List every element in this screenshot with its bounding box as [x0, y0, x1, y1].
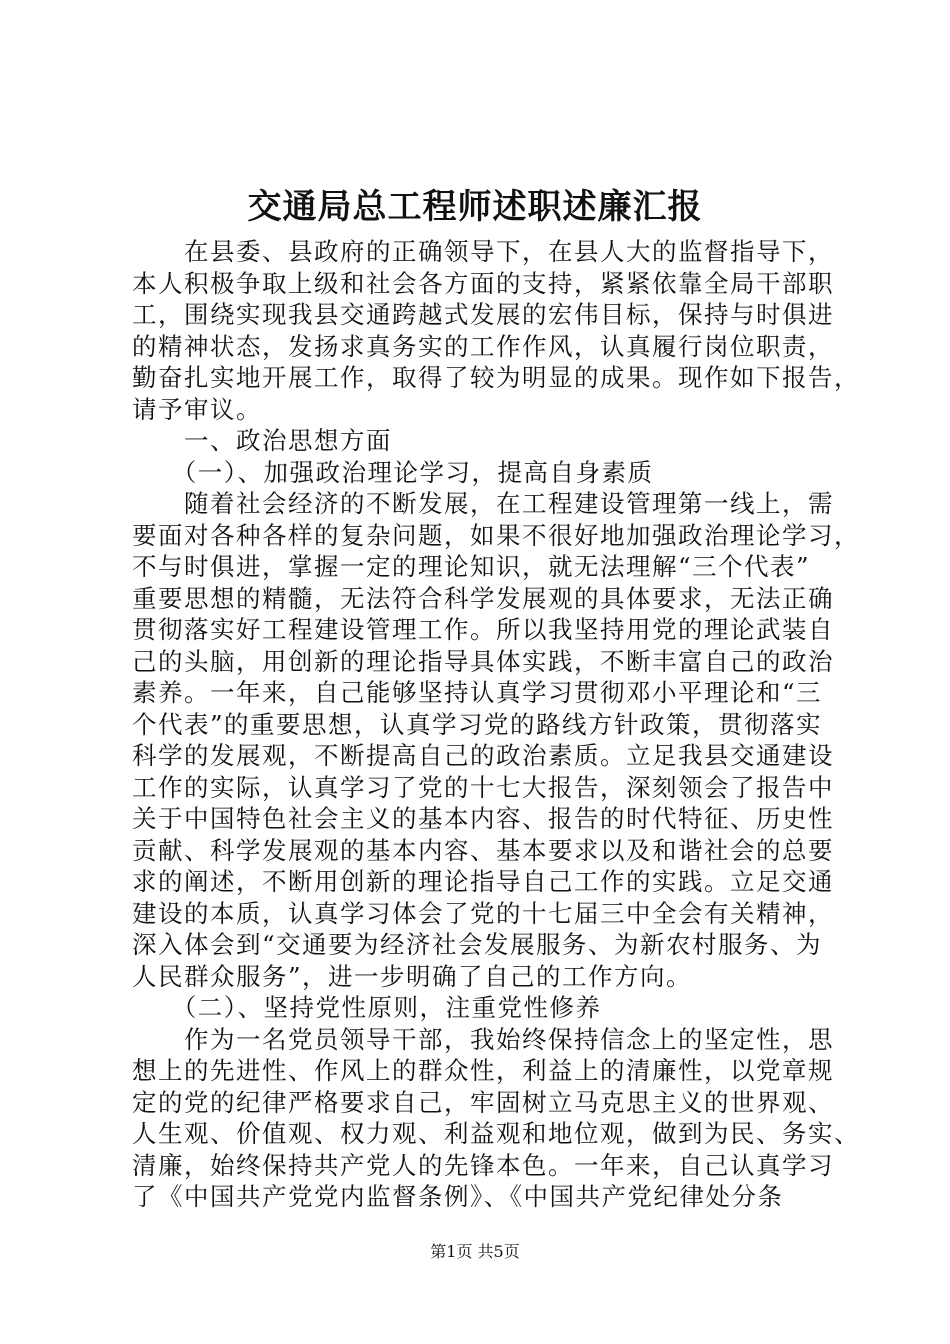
text-line: 人生观、价值观、权力观、利益观和地位观，做到为民、务实、 — [132, 1119, 860, 1148]
text-line: 己的头脑，用创新的理论指导具体实践，不断丰富自己的政治 — [132, 646, 834, 676]
text-line: 一、政治思想方面 — [132, 426, 392, 455]
text-line: 在县委、县政府的正确领导下，在县人大的监督指导下， — [132, 237, 834, 266]
text-line: 建设的本质，认真学习体会了党的十七届三中全会有关精神， — [132, 898, 834, 928]
text-line: 贡献、科学发展观的基本内容、基本要求以及和谐社会的总要 — [132, 835, 834, 865]
text-line: 科学的发展观，不断提高自己的政治素质。立足我县交通建设 — [132, 741, 834, 770]
text-line: 工，围绕实现我县交通跨越式发展的宏伟目标，保持与时俱进 — [132, 300, 834, 329]
text-line: 重要思想的精髓，无法符合科学发展观的具体要求，无法正确 — [132, 583, 834, 613]
document-title: 交通局总工程师述职述廉汇报 — [247, 187, 703, 227]
text-line: 个代表”的重要思想，认真学习党的路线方针政策，贯彻落实 — [132, 709, 823, 739]
text-line: 深入体会到“交通要为经济社会发展服务、为新农村服务、为 — [132, 930, 823, 959]
text-line: 了《中国共产党党内监督条例》、《中国共产党纪律处分条 — [132, 1182, 784, 1211]
text-line: （二）、坚持党性原则，注重党性修养 — [132, 993, 602, 1022]
text-line: 人民群众服务”，进一步明确了自己的工作方向。 — [132, 961, 693, 991]
text-line: 的精神状态，发扬求真务实的工作作风，认真履行岗位职责， — [132, 331, 834, 361]
text-line: 作为一名党员领导干部，我始终保持信念上的坚定性，思 — [132, 1024, 834, 1054]
text-line: （一）、加强政治理论学习，提高自身素质 — [132, 457, 654, 487]
text-line: 请予审议。 — [132, 394, 262, 424]
text-line: 工作的实际，认真学习了党的十七大报告，深刻领会了报告中 — [132, 772, 834, 802]
text-line: 本人积极争取上级和社会各方面的支持，紧紧依靠全局干部职 — [132, 268, 834, 298]
text-line: 想上的先进性、作风上的群众性，利益上的清廉性，以党章规 — [132, 1056, 834, 1085]
document-body — [132, 236, 860, 1213]
text-line: 素养。一年来，自己能够坚持认真学习贯彻邓小平理论和“三 — [132, 678, 823, 707]
page-footer: 第1页 共5页 — [430, 1242, 520, 1261]
text-line: 贯彻落实好工程建设管理工作。所以我坚持用党的理论武装自 — [132, 615, 834, 644]
text-line: 清廉，始终保持共产党人的先锋本色。一年来，自己认真学习 — [132, 1150, 834, 1180]
text-line: 要面对各种各样的复杂问题，如果不很好地加强政治理论学习， — [132, 520, 860, 550]
text-line: 求的阐述，不断用创新的理论指导自己工作的实践。立足交通 — [132, 867, 834, 896]
text-line: 勤奋扎实地开展工作，取得了较为明显的成果。现作如下报告， — [132, 363, 860, 392]
text-line: 定的党的纪律严格要求自己，牢固树立马克思主义的世界观、 — [132, 1087, 834, 1117]
text-line: 不与时俱进，掌握一定的理论知识，就无法理解“三个代表” — [132, 552, 811, 581]
text-line: 关于中国特色社会主义的基本内容、报告的时代特征、历史性 — [132, 804, 834, 833]
text-line: 随着社会经济的不断发展，在工程建设管理第一线上，需 — [132, 489, 834, 518]
